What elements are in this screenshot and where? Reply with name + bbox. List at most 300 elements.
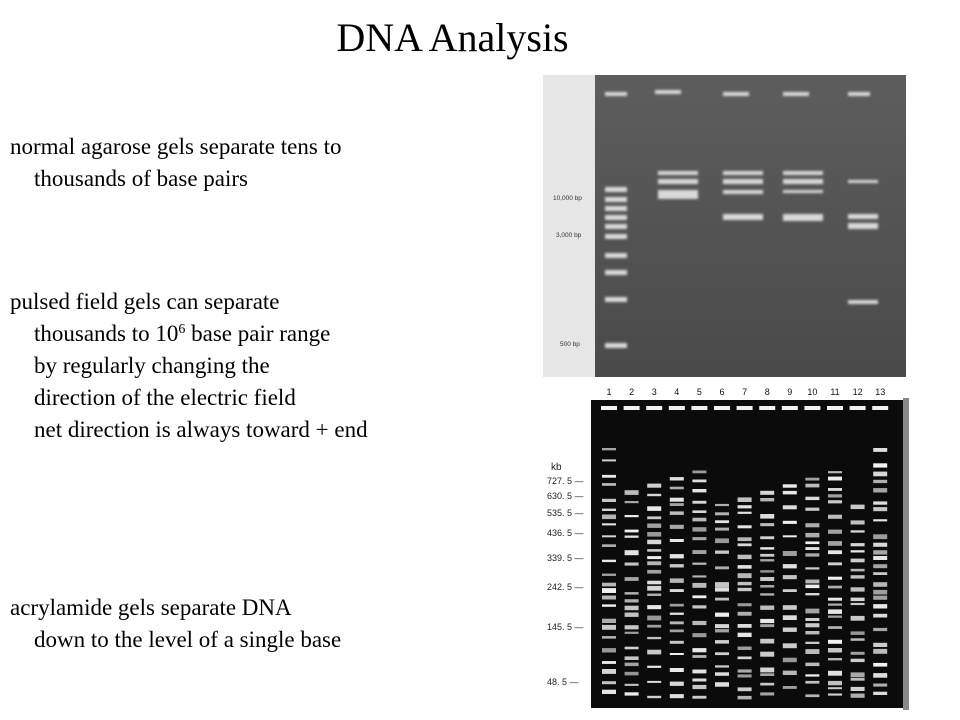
gel-band xyxy=(783,686,797,689)
gel-band xyxy=(738,633,752,637)
gel-band xyxy=(670,668,684,672)
acrylamide-paragraph xyxy=(10,592,341,656)
gel-band xyxy=(760,570,774,572)
gel-band xyxy=(828,586,842,589)
gel-band xyxy=(738,612,752,616)
gel-band xyxy=(647,561,661,565)
gel-band xyxy=(738,582,752,585)
gel-band xyxy=(738,674,752,677)
gel-band xyxy=(805,580,819,584)
gel-band xyxy=(670,503,684,506)
gel-band xyxy=(805,618,819,621)
slide-title: DNA Analysis xyxy=(336,15,569,60)
gel-band xyxy=(738,647,752,651)
lane-label: 12 xyxy=(852,387,863,397)
gel-band xyxy=(851,530,865,532)
gel-band xyxy=(851,598,865,602)
pulsed-line-3: by regularly changing the xyxy=(34,353,270,378)
gel-band xyxy=(805,663,819,667)
gel-band xyxy=(873,663,887,667)
gel-band xyxy=(670,487,684,490)
gel-band xyxy=(602,681,616,684)
gel-band xyxy=(602,535,616,537)
gel-band xyxy=(760,498,774,501)
gel-band xyxy=(602,515,616,520)
pulsed-field-paragraph xyxy=(10,286,368,446)
gel-band xyxy=(602,560,616,562)
gel-band xyxy=(873,501,887,504)
size-marker-label: 436. 5 — xyxy=(547,528,584,538)
gel-band xyxy=(873,604,887,608)
gel-band xyxy=(828,671,842,676)
gel-band xyxy=(851,687,865,691)
gel-band xyxy=(828,494,842,497)
gel-band xyxy=(828,477,842,481)
gel-band xyxy=(647,650,661,655)
gel-band xyxy=(602,661,616,664)
gel-band xyxy=(828,598,842,601)
gel-band xyxy=(692,685,706,689)
gel-band xyxy=(805,609,819,614)
gel-band xyxy=(692,480,706,483)
gel-band xyxy=(715,665,729,667)
marker-3000: 3,000 bp xyxy=(556,232,582,239)
size-marker-label: 242. 5 — xyxy=(547,582,584,592)
size-marker-label: 727. 5 — xyxy=(547,476,584,486)
lane-label: 5 xyxy=(696,387,702,397)
gel-band xyxy=(692,471,706,474)
gel-band xyxy=(805,585,819,589)
gel-band xyxy=(602,596,616,600)
gel-band xyxy=(873,543,887,547)
gel-band xyxy=(873,673,887,678)
gel-band xyxy=(692,501,706,504)
gel-band xyxy=(715,682,729,687)
gel-band xyxy=(760,639,774,644)
gel-band xyxy=(715,613,729,617)
gel-band xyxy=(692,510,706,513)
gel-band xyxy=(738,537,752,541)
gel-band xyxy=(783,564,797,568)
gel-band xyxy=(692,621,706,625)
gel-band xyxy=(670,554,684,558)
gel-well xyxy=(804,406,820,410)
gel-band xyxy=(602,574,616,576)
gel-band xyxy=(647,506,661,511)
gel-band xyxy=(625,672,639,676)
gel-band xyxy=(805,674,819,676)
gel-band xyxy=(851,616,865,621)
lane-label: 11 xyxy=(830,387,840,397)
gel-well xyxy=(714,406,730,410)
gel-band xyxy=(873,582,887,587)
gel-band xyxy=(805,681,819,684)
gel-band xyxy=(783,505,797,509)
gel-band xyxy=(851,638,865,641)
gel-band xyxy=(828,648,842,653)
gel-band xyxy=(760,547,774,549)
pulsed-line-2-after: base pair range xyxy=(185,321,331,346)
pulsed-line-5: net direction is always toward + end xyxy=(34,417,368,442)
gel-band xyxy=(760,692,774,695)
gel-band xyxy=(602,544,616,547)
gel-band xyxy=(670,564,684,567)
gel-band xyxy=(625,550,639,555)
gel-band xyxy=(805,478,819,481)
gel-band xyxy=(851,575,865,578)
lane-label: 9 xyxy=(787,387,793,397)
exponent: 6 xyxy=(178,322,186,337)
gel-band xyxy=(851,587,865,591)
gel-band xyxy=(670,630,684,633)
gel-band xyxy=(647,586,661,591)
agarose-paragraph xyxy=(10,131,341,195)
gel-band xyxy=(602,509,616,511)
gel-band xyxy=(692,648,706,652)
gel-band xyxy=(625,563,639,566)
gel-band xyxy=(828,500,842,503)
gel-band xyxy=(715,512,729,515)
gel-band xyxy=(738,657,752,660)
gel-band xyxy=(602,448,616,450)
gel-band xyxy=(828,626,842,629)
gel-band xyxy=(805,694,819,697)
gel-band xyxy=(625,663,639,667)
gel-band xyxy=(828,609,842,614)
gel-band xyxy=(783,589,797,592)
gel-band xyxy=(828,658,842,660)
gel-band xyxy=(670,621,684,624)
gel-band xyxy=(828,694,842,696)
gel-band xyxy=(647,532,661,537)
lane-label: 7 xyxy=(742,387,748,397)
gel-band xyxy=(760,606,774,610)
gel-band xyxy=(602,499,616,502)
gel-band xyxy=(851,603,865,605)
gel-well xyxy=(646,406,662,410)
gel-band xyxy=(805,649,819,654)
gel-band xyxy=(692,633,706,637)
gel-band xyxy=(828,471,842,473)
gel-band xyxy=(647,605,661,609)
gel-band xyxy=(602,690,616,694)
gel-band xyxy=(715,629,729,632)
gel-band xyxy=(625,632,639,634)
gel-band xyxy=(715,652,729,655)
gel-band xyxy=(873,596,887,600)
gel-band xyxy=(805,508,819,511)
gel-band xyxy=(670,477,684,480)
gel-band xyxy=(760,523,774,526)
gel-band xyxy=(692,550,706,554)
gel-band xyxy=(760,619,774,623)
gel-band xyxy=(738,505,752,508)
lane-label: 8 xyxy=(764,387,770,397)
gel-band xyxy=(873,692,887,695)
gel-band xyxy=(805,497,819,500)
marker-10000: 10,000 bp xyxy=(553,195,582,202)
gel-band xyxy=(851,652,865,655)
gel-band xyxy=(715,598,729,601)
gel-band xyxy=(760,514,774,519)
gel-band xyxy=(625,599,639,602)
gel-well xyxy=(850,406,866,410)
gel-band xyxy=(738,696,752,700)
lane-label: 1 xyxy=(606,387,612,397)
lane-label: 10 xyxy=(807,387,818,397)
gel-band xyxy=(625,501,639,503)
gel-band xyxy=(851,631,865,635)
gel-band xyxy=(602,459,616,461)
agarose-gel-image xyxy=(543,75,906,377)
gel-band xyxy=(760,673,774,676)
gel-band xyxy=(783,615,797,620)
gel-band xyxy=(851,678,865,681)
gel-band xyxy=(625,536,639,538)
gel-band xyxy=(873,643,887,647)
gel-band xyxy=(783,484,797,487)
gel-band xyxy=(760,536,774,539)
gel-band xyxy=(647,581,661,585)
gel-band xyxy=(692,670,706,674)
gel-band xyxy=(805,547,819,550)
gel-band xyxy=(873,556,887,560)
pulsed-field-gel-image xyxy=(543,378,935,710)
gel-band xyxy=(625,606,639,611)
gel-band xyxy=(851,543,865,546)
gel-band xyxy=(692,518,706,522)
gel-band xyxy=(692,655,706,658)
gel-band xyxy=(851,672,865,677)
pulsed-line-1: pulsed field gels can separate xyxy=(10,289,280,314)
gel-band xyxy=(783,551,797,556)
gel-band xyxy=(625,577,639,581)
gel-band xyxy=(670,498,684,502)
gel-band xyxy=(670,578,684,583)
gel-band xyxy=(805,593,819,595)
gel-well xyxy=(624,406,640,410)
lane-label: 13 xyxy=(875,387,886,397)
gel-band xyxy=(602,583,616,587)
gel-band xyxy=(602,648,616,652)
gel-band xyxy=(783,605,797,610)
gel-band xyxy=(715,640,729,644)
gel-band xyxy=(805,533,819,538)
size-marker-label: 630. 5 — xyxy=(547,491,584,501)
gel-band xyxy=(602,636,616,639)
gel-well xyxy=(782,406,798,410)
gel-band xyxy=(760,652,774,657)
gel-band xyxy=(738,669,752,672)
gel-band xyxy=(625,592,639,595)
gel-band xyxy=(760,559,774,561)
gel-band xyxy=(805,484,819,488)
gel-band xyxy=(873,564,887,568)
gel-band xyxy=(692,605,706,608)
gel-band xyxy=(738,543,752,546)
lane-label: 4 xyxy=(674,387,680,397)
gel-band xyxy=(670,604,684,607)
gel-band xyxy=(602,523,616,525)
gel-band xyxy=(760,624,774,627)
gel-well xyxy=(691,406,707,410)
gel-band xyxy=(873,590,887,595)
gel-band xyxy=(692,563,706,565)
gel-well xyxy=(759,406,775,410)
gel-band xyxy=(692,583,706,588)
size-marker-label: 145. 5 — xyxy=(547,622,584,632)
gel-band xyxy=(647,594,661,597)
gel-band xyxy=(602,604,616,606)
gel-well xyxy=(872,406,888,410)
gel-band xyxy=(602,669,616,674)
gel-band xyxy=(873,448,887,452)
gel-band xyxy=(647,494,661,496)
gel-band xyxy=(738,525,752,528)
gel-band xyxy=(670,511,684,515)
gel-band xyxy=(692,527,706,531)
gel-band xyxy=(851,505,865,510)
gel-band xyxy=(715,520,729,523)
gel-band xyxy=(625,625,639,629)
gel-band xyxy=(647,570,661,574)
lane-label: 2 xyxy=(629,387,635,397)
gel-well xyxy=(669,406,685,410)
gel-band xyxy=(783,671,797,675)
gel-band xyxy=(670,641,684,644)
gel-band xyxy=(647,696,661,698)
gel-band xyxy=(625,656,639,660)
gel-band xyxy=(738,624,752,628)
gel-band xyxy=(670,539,684,542)
gel-band xyxy=(625,692,639,695)
gel-band xyxy=(715,551,729,554)
pulsed-line-4: direction of the electric field xyxy=(34,385,296,410)
gel-band xyxy=(715,528,729,531)
pulsed-line-2-before: thousands to 10 xyxy=(34,321,179,346)
gel-band xyxy=(670,682,684,686)
gel-band xyxy=(738,588,752,591)
gel-band xyxy=(828,530,842,534)
gel-band xyxy=(692,696,706,699)
gel-band xyxy=(873,480,887,483)
gel-band xyxy=(828,541,842,546)
gel-band xyxy=(602,619,616,623)
lane-label: 6 xyxy=(719,387,725,397)
gel-band xyxy=(873,550,887,554)
size-marker-label: 48. 5 — xyxy=(547,677,579,687)
gel-band xyxy=(873,684,887,687)
gel-band xyxy=(670,613,684,615)
gel-band xyxy=(873,534,887,539)
gel-band xyxy=(873,649,887,654)
gel-band xyxy=(783,535,797,537)
gel-band xyxy=(783,628,797,632)
gel-band xyxy=(692,537,706,540)
gel-band xyxy=(760,683,774,686)
gel-band xyxy=(602,483,616,486)
gel-band xyxy=(715,504,729,506)
gel-band xyxy=(760,585,774,588)
gel-band xyxy=(738,603,752,606)
gel-band xyxy=(625,530,639,533)
gel-band xyxy=(647,625,661,628)
gel-band xyxy=(805,567,819,569)
gel-band xyxy=(851,520,865,524)
gel-band xyxy=(805,642,819,644)
acrylamide-line-1: acrylamide gels separate DNA xyxy=(10,595,292,620)
gel-band xyxy=(647,556,661,559)
gel-band xyxy=(647,540,661,545)
gel-band xyxy=(851,559,865,563)
gel-band xyxy=(783,521,797,524)
gel-band xyxy=(828,616,842,618)
gel-band xyxy=(602,475,616,478)
acrylamide-line-2: down to the level of a single base xyxy=(34,627,342,652)
gel-well xyxy=(827,406,843,410)
gel-band xyxy=(602,625,616,630)
gel-band xyxy=(760,593,774,595)
gel-band xyxy=(828,515,842,519)
gel-band xyxy=(715,538,729,543)
marker-500: 500 bp xyxy=(560,341,580,348)
gel-band xyxy=(828,604,842,606)
gel-band xyxy=(851,550,865,552)
gel-band xyxy=(738,687,752,691)
gel-band xyxy=(873,463,887,467)
gel-band xyxy=(692,575,706,577)
gel-band xyxy=(738,512,752,514)
gel-band xyxy=(715,582,729,587)
gel-well xyxy=(601,406,617,410)
gel-band xyxy=(851,659,865,662)
gel-band xyxy=(828,562,842,565)
gel-band xyxy=(602,588,616,593)
gel-band xyxy=(647,484,661,488)
gel-band xyxy=(692,595,706,598)
gel-band xyxy=(625,515,639,517)
gel-band xyxy=(670,525,684,529)
gel-band xyxy=(715,672,729,676)
gel-band xyxy=(738,573,752,578)
gel-band xyxy=(670,694,684,698)
gel-band xyxy=(738,555,752,559)
gel-band xyxy=(873,572,887,575)
gel-band xyxy=(715,566,729,569)
gel-band xyxy=(783,658,797,663)
gel-well xyxy=(737,406,753,410)
gel-band xyxy=(828,640,842,644)
gel-band xyxy=(760,577,774,581)
gel-band xyxy=(873,488,887,492)
gel-band xyxy=(873,519,887,521)
gel-band xyxy=(805,631,819,634)
gel-band xyxy=(647,616,661,621)
gel-band xyxy=(647,666,661,668)
gel-band xyxy=(828,488,842,491)
gel-band xyxy=(805,541,819,544)
gel-band xyxy=(692,489,706,492)
kb-label: kb xyxy=(551,462,562,473)
gel-band xyxy=(760,554,774,557)
gel-band xyxy=(647,637,661,639)
gel-band xyxy=(625,684,639,686)
agarose-line-2: thousands of base pairs xyxy=(34,166,248,191)
gel-band xyxy=(851,694,865,698)
gel-band xyxy=(670,653,684,655)
gel-band xyxy=(625,647,639,650)
gel-band xyxy=(873,507,887,511)
